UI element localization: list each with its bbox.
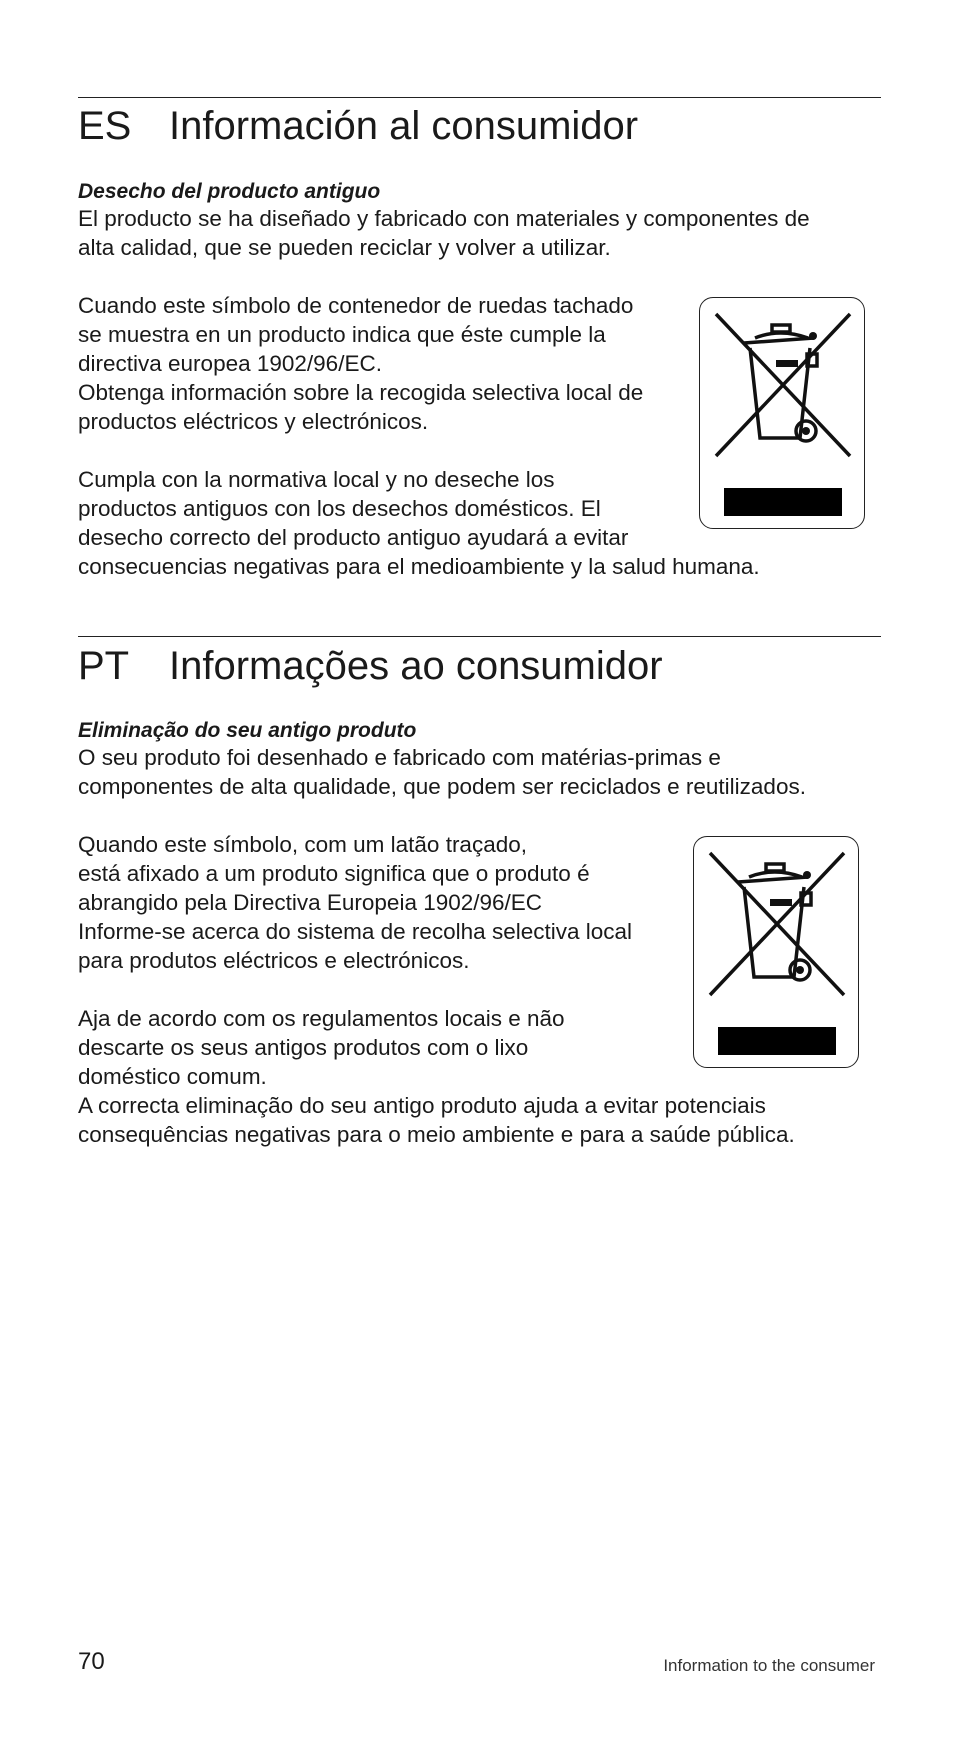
page-number: 70 [78, 1648, 105, 1675]
paragraph-es-2: Cuando este símbolo de contenedor de ruedas tachado se muestra en un producto indica que éste cumple la directiva europea 1902/96/EC. Obtenga información sobre la recogida selectiva local de productos eléctricos y electrónicos. [78, 293, 644, 434]
subheading-es: Desecho del producto antiguo [78, 180, 381, 203]
weee-symbol-es [699, 297, 865, 529]
crossed-out-wheelie-bin-icon [700, 298, 866, 530]
paragraph-es-1: El producto se ha diseñado y fabricado con materiales y componentes de alta calidad, que se pueden reciclar y volver a utilizar. [78, 206, 810, 260]
section-title-pt: Informações ao consumidor [169, 644, 663, 688]
crossed-out-wheelie-bin-icon [694, 837, 860, 1069]
paragraph-es-3: Cumpla con la normativa local y no deseche los productos antiguos con los desechos domésticos. El desecho correcto del producto antiguo ayudará a evitar consecuencias negativas para el medioambiente y la salud humana. [78, 467, 760, 579]
language-code-pt: PT [78, 644, 130, 688]
weee-symbol-pt [693, 836, 859, 1068]
paragraph-pt-2: Quando este símbolo, com um latão traçado, está afixado a um produto significa que o produto é abrangido pela Directiva Europeia 1902/96/EC Informe-se acerca do sistema de recolha selectiva local para produtos eléctricos e electrónicos. [78, 832, 633, 973]
section-heading-pt [78, 646, 663, 686]
paragraph-pt-3: Aja de acordo com os regulamentos locais e não descarte os seus antigos produtos com o lixo doméstico comum. A correcta eliminação do seu antigo produto ajuda a evitar potenciais consequências negativas para o meio ambiente e para a saúde pública. [78, 1006, 795, 1147]
section-title-es: Información al consumidor [169, 104, 639, 148]
section-heading-es [78, 106, 638, 146]
section-divider-es [78, 97, 881, 98]
footer-title: Information to the consumer [663, 1656, 875, 1675]
section-divider-pt [78, 636, 881, 637]
language-code-es: ES [78, 104, 132, 148]
subheading-pt: Eliminação do seu antigo produto [78, 719, 417, 742]
paragraph-pt-1: O seu produto foi desenhado e fabricado com matérias-primas e componentes de alta qualidade, que podem ser reciclados e reutilizados. [78, 745, 806, 799]
